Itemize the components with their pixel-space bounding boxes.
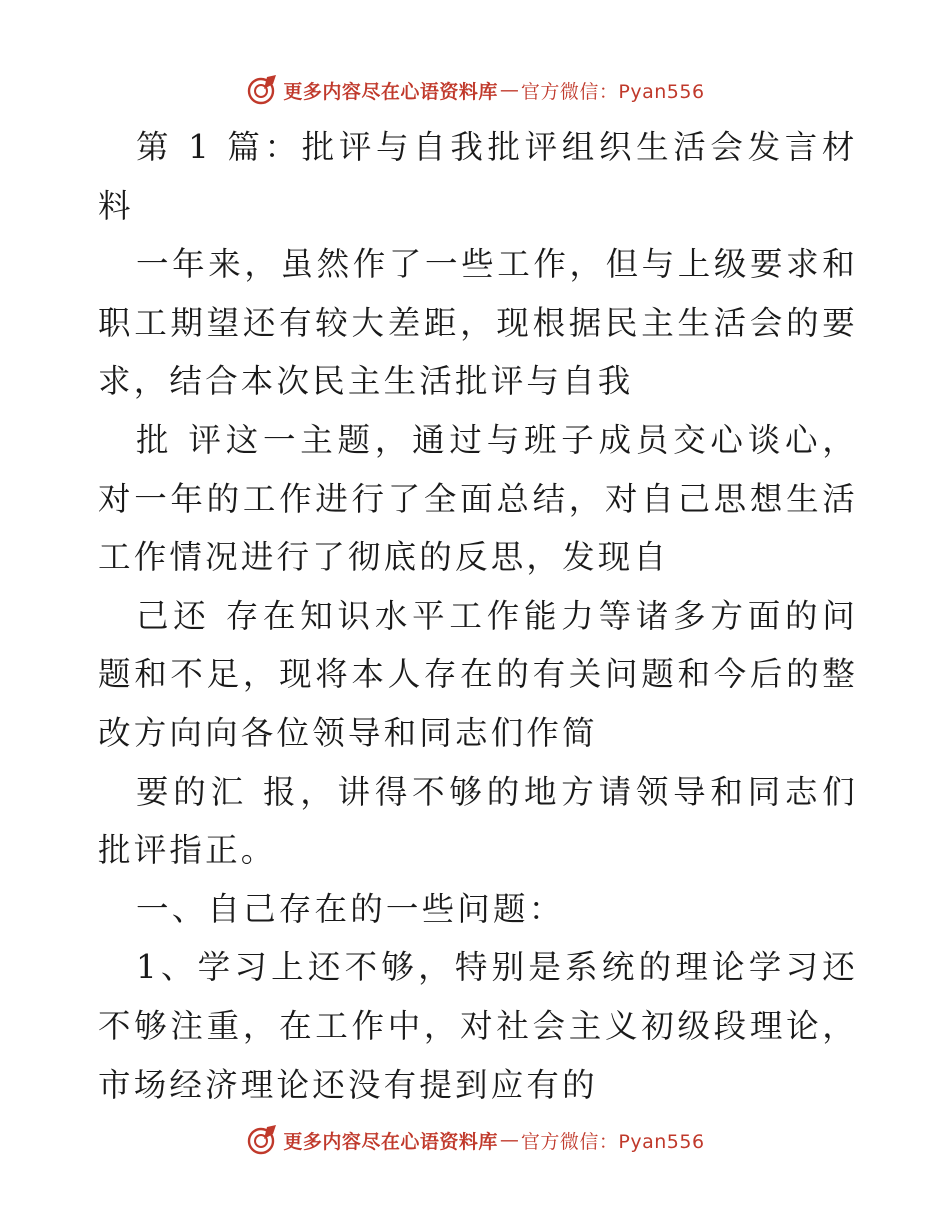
paragraph-3: 己还 存在知识水平工作能力等诸多方面的问题和不足，现将本人存在的有关问题和今后的整改方向向各位领导和同志们作简 xyxy=(98,596,858,752)
footer-brand-text: 更多内容尽在心语资料库 xyxy=(283,1130,498,1153)
paragraph-4: 要的汇 报，讲得不够的地方请领导和同志们批评指正。 xyxy=(98,772,858,870)
brand-logo-icon xyxy=(245,73,279,107)
header-contact-text: 官方微信：Pyan556 xyxy=(520,80,705,103)
paragraph-1: 一年来，虽然作了一些工作，但与上级要求和职工期望还有较大差距，现根据民主生活会的要求，结合本次民主生活批评与自我 xyxy=(98,245,858,401)
paragraph-5: 1、学习上还不够，特别是系统的理论学习还不够注重，在工作中，对社会主义初级段理论，市场经济理论还没有提到应有的 xyxy=(98,948,858,1104)
footer-watermark xyxy=(0,1120,950,1160)
header-watermark xyxy=(0,70,950,110)
header-separator: — xyxy=(499,79,519,101)
footer-contact-text: 官方微信：Pyan556 xyxy=(520,1130,705,1153)
brand-logo-icon xyxy=(245,1123,279,1157)
section-heading: 一、自己存在的一些问题： xyxy=(136,889,565,928)
document-body xyxy=(98,118,858,1114)
paragraph-2: 批 评这一主题，通过与班子成员交心谈心，对一年的工作进行了全面总结，对自己思想生活工作情况进行了彻底的反思，发现自 xyxy=(98,420,858,577)
document-title: 第 1 篇：批评与自我批评组织生活会发言材料 xyxy=(98,128,858,225)
header-brand-text: 更多内容尽在心语资料库 xyxy=(283,80,498,103)
footer-separator: — xyxy=(499,1129,519,1151)
